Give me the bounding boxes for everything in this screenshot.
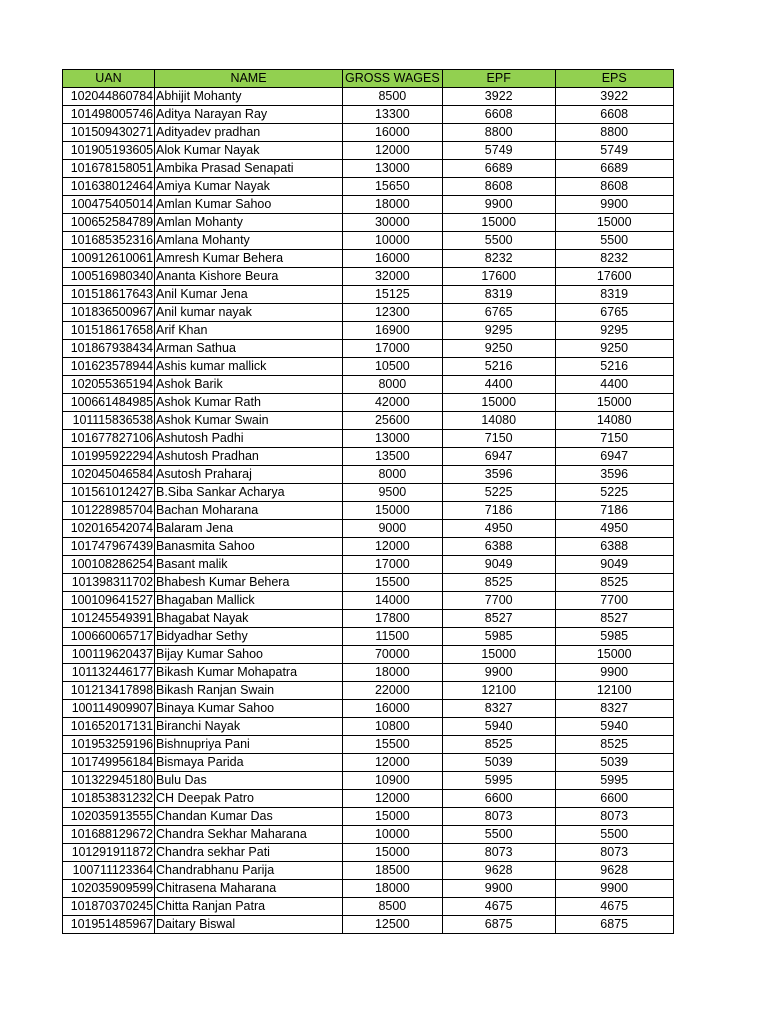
cell-gross-wages: 10000: [343, 826, 443, 844]
table-row: [63, 700, 674, 718]
table-row: [63, 574, 674, 592]
cell-gross-wages: 16000: [343, 250, 443, 268]
cell-epf: 7150: [442, 430, 555, 448]
cell-name: Arif Khan: [155, 322, 343, 340]
header-uan: UAN: [63, 70, 155, 88]
cell-uan: 101623578944: [63, 358, 155, 376]
cell-eps: 4400: [555, 376, 673, 394]
cell-epf: 8327: [442, 700, 555, 718]
cell-name: Bidyadhar Sethy: [155, 628, 343, 646]
cell-uan: 100516980340: [63, 268, 155, 286]
cell-eps: 9295: [555, 322, 673, 340]
cell-gross-wages: 15000: [343, 502, 443, 520]
table-row: [63, 196, 674, 214]
cell-name: Chitrasena Maharana: [155, 880, 343, 898]
cell-uan: 100109641527: [63, 592, 155, 610]
cell-name: Banasmita Sahoo: [155, 538, 343, 556]
cell-eps: 8327: [555, 700, 673, 718]
cell-uan: 101749956184: [63, 754, 155, 772]
cell-uan: 101518617658: [63, 322, 155, 340]
cell-eps: 6947: [555, 448, 673, 466]
cell-uan: 100108286254: [63, 556, 155, 574]
cell-eps: 8232: [555, 250, 673, 268]
table-row: [63, 142, 674, 160]
cell-name: Bhagaban Mallick: [155, 592, 343, 610]
cell-name: Ashutosh Pradhan: [155, 448, 343, 466]
cell-uan: 102045046584: [63, 466, 155, 484]
table-row: [63, 880, 674, 898]
header-eps: EPS: [555, 70, 673, 88]
cell-name: Ashis kumar mallick: [155, 358, 343, 376]
cell-gross-wages: 32000: [343, 268, 443, 286]
cell-gross-wages: 17000: [343, 556, 443, 574]
cell-name: Amlan Mohanty: [155, 214, 343, 232]
cell-uan: 102035909599: [63, 880, 155, 898]
table-row: [63, 268, 674, 286]
cell-eps: 3596: [555, 466, 673, 484]
cell-epf: 9295: [442, 322, 555, 340]
table-row: [63, 646, 674, 664]
table-row: [63, 628, 674, 646]
cell-gross-wages: 10900: [343, 772, 443, 790]
header-row: [63, 70, 674, 88]
cell-epf: 15000: [442, 214, 555, 232]
cell-name: Bikash Ranjan Swain: [155, 682, 343, 700]
cell-name: Amiya Kumar Nayak: [155, 178, 343, 196]
cell-name: Anil kumar nayak: [155, 304, 343, 322]
cell-uan: 101322945180: [63, 772, 155, 790]
cell-uan: 101853831232: [63, 790, 155, 808]
cell-uan: 101291911872: [63, 844, 155, 862]
cell-uan: 101132446177: [63, 664, 155, 682]
cell-uan: 102035913555: [63, 808, 155, 826]
cell-uan: 101836500967: [63, 304, 155, 322]
cell-gross-wages: 70000: [343, 646, 443, 664]
cell-uan: 101953259196: [63, 736, 155, 754]
cell-uan: 101228985704: [63, 502, 155, 520]
cell-uan: 101747967439: [63, 538, 155, 556]
cell-epf: 15000: [442, 646, 555, 664]
cell-gross-wages: 12300: [343, 304, 443, 322]
cell-gross-wages: 15000: [343, 808, 443, 826]
cell-gross-wages: 15500: [343, 574, 443, 592]
cell-gross-wages: 11500: [343, 628, 443, 646]
table-row: [63, 556, 674, 574]
cell-uan: 101870370245: [63, 898, 155, 916]
cell-gross-wages: 12000: [343, 142, 443, 160]
cell-epf: 5500: [442, 232, 555, 250]
cell-name: Anil Kumar Jena: [155, 286, 343, 304]
cell-name: Bachan Moharana: [155, 502, 343, 520]
cell-name: Binaya Kumar Sahoo: [155, 700, 343, 718]
cell-eps: 5039: [555, 754, 673, 772]
cell-name: Ashutosh Padhi: [155, 430, 343, 448]
cell-uan: 100711123364: [63, 862, 155, 880]
cell-name: Daitary Biswal: [155, 916, 343, 934]
table-row: [63, 340, 674, 358]
cell-gross-wages: 22000: [343, 682, 443, 700]
cell-gross-wages: 9500: [343, 484, 443, 502]
cell-uan: 101245549391: [63, 610, 155, 628]
cell-epf: 9900: [442, 880, 555, 898]
cell-gross-wages: 17000: [343, 340, 443, 358]
cell-uan: 101398311702: [63, 574, 155, 592]
cell-epf: 5985: [442, 628, 555, 646]
cell-gross-wages: 18000: [343, 880, 443, 898]
cell-eps: 6875: [555, 916, 673, 934]
cell-eps: 5216: [555, 358, 673, 376]
cell-epf: 9900: [442, 664, 555, 682]
cell-uan: 100912610061: [63, 250, 155, 268]
cell-eps: 15000: [555, 394, 673, 412]
cell-name: Bulu Das: [155, 772, 343, 790]
cell-gross-wages: 9000: [343, 520, 443, 538]
cell-uan: 100661484985: [63, 394, 155, 412]
cell-uan: 101115836538: [63, 412, 155, 430]
cell-eps: 5995: [555, 772, 673, 790]
cell-eps: 8800: [555, 124, 673, 142]
cell-gross-wages: 18000: [343, 664, 443, 682]
cell-uan: 101951485967: [63, 916, 155, 934]
cell-name: Ananta Kishore Beura: [155, 268, 343, 286]
header-gross-wages: GROSS WAGES: [343, 70, 443, 88]
table-row: [63, 430, 674, 448]
cell-epf: 8073: [442, 844, 555, 862]
table-row: [63, 916, 674, 934]
cell-name: Amlana Mohanty: [155, 232, 343, 250]
cell-gross-wages: 15500: [343, 736, 443, 754]
cell-name: CH Deepak Patro: [155, 790, 343, 808]
cell-gross-wages: 18000: [343, 196, 443, 214]
cell-name: Bishnupriya Pani: [155, 736, 343, 754]
cell-eps: 8319: [555, 286, 673, 304]
cell-name: Chitta Ranjan Patra: [155, 898, 343, 916]
cell-eps: 5225: [555, 484, 673, 502]
cell-gross-wages: 17800: [343, 610, 443, 628]
cell-eps: 4950: [555, 520, 673, 538]
cell-epf: 15000: [442, 394, 555, 412]
cell-epf: 5995: [442, 772, 555, 790]
table-header: [63, 70, 674, 88]
table-row: [63, 718, 674, 736]
cell-gross-wages: 12000: [343, 754, 443, 772]
table-row: [63, 862, 674, 880]
cell-eps: 9900: [555, 664, 673, 682]
cell-name: Adityadev pradhan: [155, 124, 343, 142]
cell-epf: 6765: [442, 304, 555, 322]
table-row: [63, 736, 674, 754]
table-row: [63, 232, 674, 250]
cell-gross-wages: 42000: [343, 394, 443, 412]
cell-eps: 5500: [555, 826, 673, 844]
cell-gross-wages: 8000: [343, 376, 443, 394]
cell-epf: 6947: [442, 448, 555, 466]
cell-epf: 7186: [442, 502, 555, 520]
cell-epf: 9628: [442, 862, 555, 880]
table-row: [63, 592, 674, 610]
cell-epf: 8232: [442, 250, 555, 268]
cell-eps: 5749: [555, 142, 673, 160]
cell-name: Ambika Prasad Senapati: [155, 160, 343, 178]
cell-eps: 7700: [555, 592, 673, 610]
cell-gross-wages: 14000: [343, 592, 443, 610]
cell-epf: 5216: [442, 358, 555, 376]
cell-epf: 5940: [442, 718, 555, 736]
table-row: [63, 106, 674, 124]
cell-gross-wages: 15125: [343, 286, 443, 304]
cell-uan: 101213417898: [63, 682, 155, 700]
cell-eps: 6689: [555, 160, 673, 178]
cell-name: Bikash Kumar Mohapatra: [155, 664, 343, 682]
cell-gross-wages: 16000: [343, 700, 443, 718]
cell-epf: 6608: [442, 106, 555, 124]
table-row: [63, 898, 674, 916]
cell-gross-wages: 8500: [343, 898, 443, 916]
cell-gross-wages: 25600: [343, 412, 443, 430]
cell-uan: 101652017131: [63, 718, 155, 736]
table-row: [63, 484, 674, 502]
cell-name: Basant malik: [155, 556, 343, 574]
cell-eps: 5500: [555, 232, 673, 250]
cell-epf: 9049: [442, 556, 555, 574]
table-row: [63, 448, 674, 466]
table-row: [63, 826, 674, 844]
cell-eps: 5985: [555, 628, 673, 646]
cell-uan: 101509430271: [63, 124, 155, 142]
cell-epf: 6689: [442, 160, 555, 178]
cell-uan: 101685352316: [63, 232, 155, 250]
cell-epf: 8073: [442, 808, 555, 826]
table-row: [63, 286, 674, 304]
cell-gross-wages: 18500: [343, 862, 443, 880]
cell-eps: 9049: [555, 556, 673, 574]
cell-eps: 14080: [555, 412, 673, 430]
header-name: NAME: [155, 70, 343, 88]
cell-eps: 9250: [555, 340, 673, 358]
cell-epf: 8525: [442, 574, 555, 592]
cell-uan: 101905193605: [63, 142, 155, 160]
cell-name: Chandra Sekhar Maharana: [155, 826, 343, 844]
cell-epf: 6388: [442, 538, 555, 556]
cell-name: Chandra sekhar Pati: [155, 844, 343, 862]
cell-gross-wages: 12500: [343, 916, 443, 934]
cell-gross-wages: 13000: [343, 160, 443, 178]
cell-eps: 6388: [555, 538, 673, 556]
table-row: [63, 538, 674, 556]
cell-name: Bismaya Parida: [155, 754, 343, 772]
cell-eps: 12100: [555, 682, 673, 700]
cell-name: Biranchi Nayak: [155, 718, 343, 736]
cell-name: Ashok Kumar Rath: [155, 394, 343, 412]
cell-name: Bijay Kumar Sahoo: [155, 646, 343, 664]
cell-gross-wages: 16000: [343, 124, 443, 142]
table-row: [63, 664, 674, 682]
cell-uan: 101688129672: [63, 826, 155, 844]
header-epf: EPF: [442, 70, 555, 88]
cell-eps: 8073: [555, 808, 673, 826]
cell-name: Alok Kumar Nayak: [155, 142, 343, 160]
cell-eps: 8525: [555, 736, 673, 754]
table-row: [63, 772, 674, 790]
cell-name: Amresh Kumar Behera: [155, 250, 343, 268]
cell-gross-wages: 12000: [343, 790, 443, 808]
cell-eps: 8073: [555, 844, 673, 862]
cell-uan: 101518617643: [63, 286, 155, 304]
cell-epf: 17600: [442, 268, 555, 286]
table-row: [63, 160, 674, 178]
cell-gross-wages: 10000: [343, 232, 443, 250]
cell-name: Arman Sathua: [155, 340, 343, 358]
table-row: [63, 88, 674, 106]
cell-uan: 102055365194: [63, 376, 155, 394]
cell-uan: 101678158051: [63, 160, 155, 178]
table-row: [63, 502, 674, 520]
cell-epf: 8608: [442, 178, 555, 196]
cell-epf: 6600: [442, 790, 555, 808]
table-row: [63, 844, 674, 862]
cell-gross-wages: 10800: [343, 718, 443, 736]
cell-epf: 4950: [442, 520, 555, 538]
cell-name: Abhijit Mohanty: [155, 88, 343, 106]
cell-uan: 100119620437: [63, 646, 155, 664]
cell-eps: 17600: [555, 268, 673, 286]
table-row: [63, 412, 674, 430]
table-row: [63, 214, 674, 232]
cell-gross-wages: 15000: [343, 844, 443, 862]
cell-uan: 101638012464: [63, 178, 155, 196]
cell-eps: 6765: [555, 304, 673, 322]
table-row: [63, 124, 674, 142]
table-row: [63, 682, 674, 700]
cell-gross-wages: 8500: [343, 88, 443, 106]
cell-epf: 3922: [442, 88, 555, 106]
cell-name: Balaram Jena: [155, 520, 343, 538]
table-row: [63, 358, 674, 376]
cell-epf: 8525: [442, 736, 555, 754]
cell-uan: 100660065717: [63, 628, 155, 646]
cell-epf: 5749: [442, 142, 555, 160]
table-row: [63, 322, 674, 340]
cell-uan: 101561012427: [63, 484, 155, 502]
cell-eps: 9628: [555, 862, 673, 880]
cell-uan: 101677827106: [63, 430, 155, 448]
cell-eps: 5940: [555, 718, 673, 736]
cell-epf: 8800: [442, 124, 555, 142]
cell-gross-wages: 15650: [343, 178, 443, 196]
cell-epf: 14080: [442, 412, 555, 430]
cell-epf: 8527: [442, 610, 555, 628]
table-row: [63, 250, 674, 268]
cell-uan: 102016542074: [63, 520, 155, 538]
cell-epf: 5500: [442, 826, 555, 844]
cell-gross-wages: 13000: [343, 430, 443, 448]
table-row: [63, 304, 674, 322]
cell-eps: 7186: [555, 502, 673, 520]
cell-eps: 7150: [555, 430, 673, 448]
table-row: [63, 376, 674, 394]
cell-name: Ashok Barik: [155, 376, 343, 394]
cell-eps: 9900: [555, 196, 673, 214]
cell-eps: 8527: [555, 610, 673, 628]
cell-epf: 7700: [442, 592, 555, 610]
table-row: [63, 790, 674, 808]
cell-uan: 101498005746: [63, 106, 155, 124]
cell-name: Asutosh Praharaj: [155, 466, 343, 484]
cell-eps: 6608: [555, 106, 673, 124]
cell-epf: 5225: [442, 484, 555, 502]
cell-name: Chandrabhanu Parija: [155, 862, 343, 880]
cell-name: Amlan Kumar Sahoo: [155, 196, 343, 214]
table-row: [63, 520, 674, 538]
cell-name: Aditya Narayan Ray: [155, 106, 343, 124]
cell-eps: 15000: [555, 646, 673, 664]
epf-table: [62, 69, 674, 934]
cell-name: Chandan Kumar Das: [155, 808, 343, 826]
cell-gross-wages: 8000: [343, 466, 443, 484]
cell-uan: 101867938434: [63, 340, 155, 358]
cell-epf: 9900: [442, 196, 555, 214]
cell-name: Ashok Kumar Swain: [155, 412, 343, 430]
cell-epf: 9250: [442, 340, 555, 358]
table-row: [63, 754, 674, 772]
cell-epf: 4675: [442, 898, 555, 916]
cell-gross-wages: 13300: [343, 106, 443, 124]
table-row: [63, 466, 674, 484]
cell-uan: 100652584789: [63, 214, 155, 232]
cell-epf: 12100: [442, 682, 555, 700]
cell-gross-wages: 30000: [343, 214, 443, 232]
table-row: [63, 394, 674, 412]
cell-name: Bhagabat Nayak: [155, 610, 343, 628]
cell-uan: 100475405014: [63, 196, 155, 214]
cell-eps: 8525: [555, 574, 673, 592]
cell-eps: 6600: [555, 790, 673, 808]
cell-epf: 8319: [442, 286, 555, 304]
table-row: [63, 178, 674, 196]
cell-name: B.Siba Sankar Acharya: [155, 484, 343, 502]
cell-epf: 3596: [442, 466, 555, 484]
cell-eps: 15000: [555, 214, 673, 232]
cell-eps: 9900: [555, 880, 673, 898]
cell-gross-wages: 10500: [343, 358, 443, 376]
cell-name: Bhabesh Kumar Behera: [155, 574, 343, 592]
cell-epf: 6875: [442, 916, 555, 934]
cell-gross-wages: 13500: [343, 448, 443, 466]
cell-epf: 5039: [442, 754, 555, 772]
table-row: [63, 610, 674, 628]
cell-gross-wages: 12000: [343, 538, 443, 556]
table-body: [63, 88, 674, 934]
cell-gross-wages: 16900: [343, 322, 443, 340]
cell-uan: 100114909907: [63, 700, 155, 718]
cell-eps: 8608: [555, 178, 673, 196]
cell-uan: 101995922294: [63, 448, 155, 466]
cell-eps: 3922: [555, 88, 673, 106]
cell-eps: 4675: [555, 898, 673, 916]
cell-epf: 4400: [442, 376, 555, 394]
cell-uan: 102044860784: [63, 88, 155, 106]
table-row: [63, 808, 674, 826]
